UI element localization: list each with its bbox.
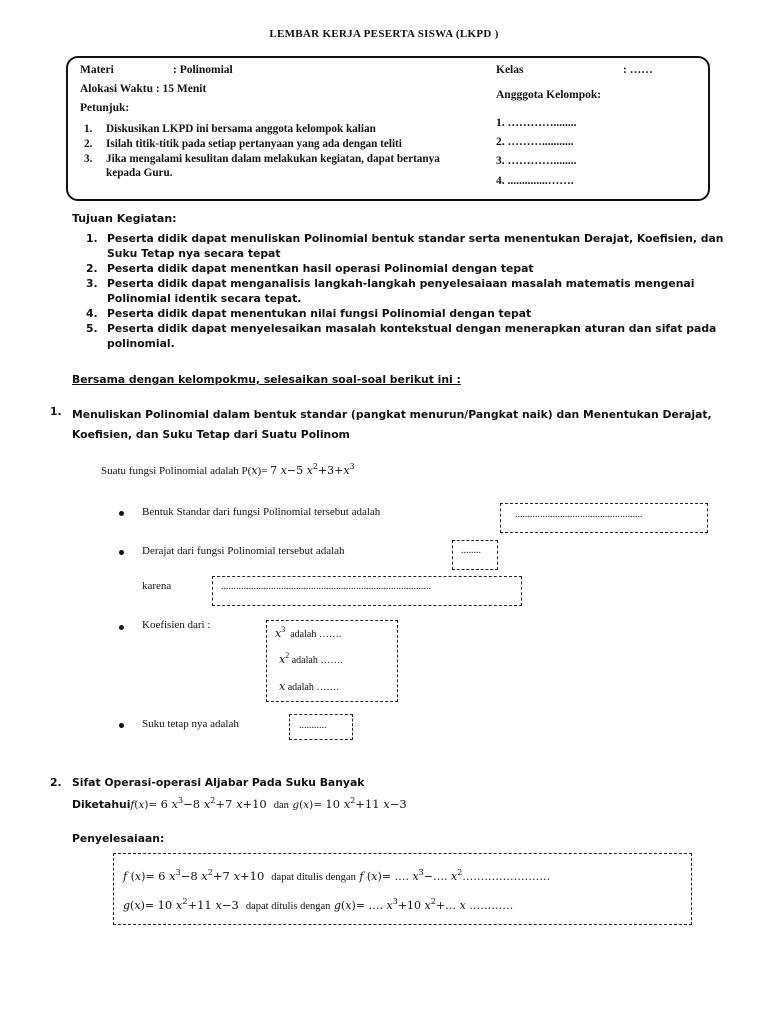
g-rewrite-line: g(x)= 10 $x^2+11$ x−3 dapat ditulis dengan g(x)= …. $x^3+10$ $x^2+\dots$ x ………… — [123, 897, 514, 912]
derajat-blank: ........ — [461, 545, 481, 556]
petunjuk-label: Petunjuk: — [80, 102, 130, 114]
koef-row-x3: $x^3$ adalah ……. — [275, 625, 342, 640]
derajat-answer-box[interactable] — [452, 540, 498, 570]
penyelesaian-answer-box[interactable] — [113, 853, 692, 925]
bentuk-answer-box[interactable] — [500, 503, 708, 533]
anggota-label: Angggota Kelompok: — [496, 89, 602, 101]
tujuan-item: 4. Peserta didik dapat menentukan nilai fungsi Polinomial dengan tepat — [86, 307, 532, 320]
karena-answer-box[interactable] — [212, 576, 522, 606]
alokasi-waktu: Alokasi Waktu : 15 Menit — [80, 83, 207, 95]
suku-tetap-label: Suku tetap nya adalah — [142, 718, 239, 730]
q1-number: 1. — [50, 405, 62, 418]
petunjuk-item: 2. Isilah titik-titik pada setiap pertanyaan yang ada dengan teliti — [84, 138, 402, 150]
penyelesaian-label: Penyelesaiaan: — [72, 832, 165, 845]
header-box — [66, 56, 710, 201]
anggota-1: 1. …………........ — [496, 117, 577, 129]
tujuan-list — [86, 231, 726, 351]
koef-row-x: x adalah ……. — [279, 680, 339, 693]
f-rewrite-line: f (x)= 6 $x^3-8$ $x^2+7$ x+10 dapat ditulis dengan f (x)= …. $x^3-\dots$. $x^2\dots\dots\dots\dots\dots\dots\dots\dots$ — [123, 868, 551, 883]
koefisien-answer-box[interactable] — [266, 620, 398, 702]
tujuan-item: 2. Peserta didik dapat menentkan hasil operasi Polinomial dengan tepat — [86, 262, 534, 275]
suku-tetap-answer-box[interactable] — [289, 714, 353, 740]
kelas-value: : …… — [623, 64, 653, 76]
tujuan-item: 3. Peserta didik dapat menganalisis langkah-langkah penyelesaiaan masalah matematis mengenai Polinomial identik secara tepat. — [86, 277, 695, 305]
materi-label: Materi — [80, 64, 114, 76]
q1-function: Suatu fungsi Polinomial adalah P(x)= 7 x−5 $x^2+3+x^3$ — [101, 462, 355, 477]
tujuan-label: Tujuan Kegiatan: — [72, 212, 177, 225]
petunjuk-item: 1. Diskusikan LKPD ini bersama anggota kelompok kalian — [84, 123, 376, 135]
bullet-icon — [119, 511, 124, 516]
bentuk-label: Bentuk Standar dari fungsi Polinomial tersebut adalah — [142, 506, 381, 518]
kelas-label: Kelas — [496, 64, 524, 76]
tujuan-item: 5. Peserta didik dapat menyelesaikan masalah kontekstual dengan menerapkan aturan dan sifat pada polinomial. — [86, 322, 717, 350]
koef-row-x2: $x^2$ adalah ……. — [279, 651, 343, 666]
bullet-icon — [119, 550, 124, 555]
bentuk-blank: ................................................... — [515, 509, 643, 520]
petunjuk-item: 3. Jika mengalami kesulitan dalam melakukan kegiatan, dapat bertanya kepada Guru. — [84, 153, 440, 179]
tujuan-item: 1. Peserta didik dapat menuliskan Polinomial bentuk standar serta menentukan Derajat, Koefisien, dan Suku Tetap nya secara tepat — [86, 232, 724, 260]
q1-title: Menuliskan Polinomial dalam bentuk standar (pangkat menurun/Pangkat naik) dan Menentukan Derajat, Koefisien, dan Suku Tetap dari Suatu Polinom — [72, 408, 712, 441]
petunjuk-list — [84, 122, 464, 180]
karena-blank: .................................................................................... — [221, 581, 431, 592]
q2-number: 2. — [50, 776, 62, 789]
koefisien-label: Koefisien dari : — [142, 619, 211, 631]
q2-diketahui: Diketahuif(x)= 6 $x^3-8$ $x^2+7$ x+10 dan g(x)= 10 $x^2+11$ x−3 — [72, 796, 407, 811]
bullet-icon — [119, 625, 124, 630]
materi-value: : Polinomial — [173, 64, 233, 76]
suku-tetap-blank: ........... — [299, 720, 327, 731]
bullet-icon — [119, 723, 124, 728]
anggota-3: 3. …………........ — [496, 155, 577, 167]
instruction: Bersama dengan kelompokmu, selesaikan soal-soal berikut ini : — [72, 373, 461, 386]
derajat-label: Derajat dari fungsi Polinomial tersebut adalah — [142, 545, 345, 557]
karena-label: karena — [142, 580, 172, 592]
q2-title: Sifat Operasi-operasi Aljabar Pada Suku Banyak — [72, 776, 365, 789]
anggota-2: 2. ………........... — [496, 136, 574, 148]
page-title: LEMBAR KERJA PESERTA SISWA (LKPD ) — [269, 28, 499, 40]
anggota-4: 4. ..............……. — [496, 175, 574, 187]
